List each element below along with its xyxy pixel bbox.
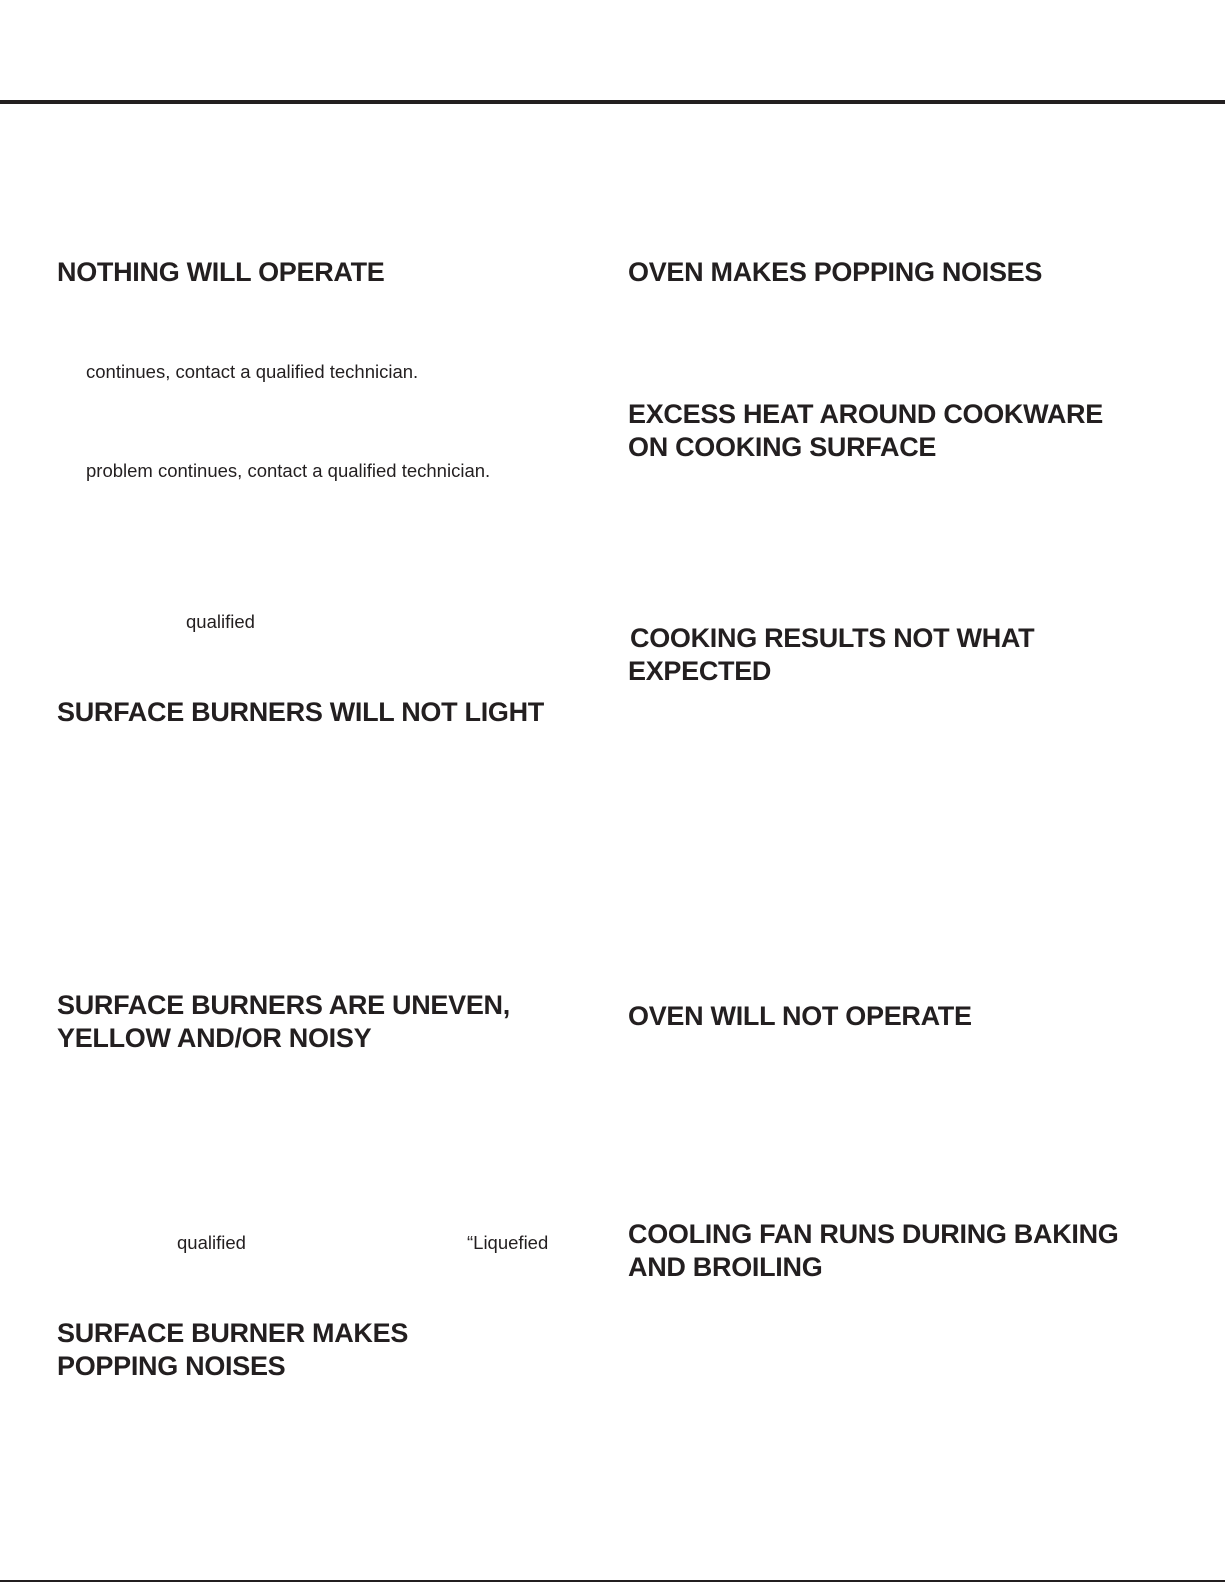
- heading-line: EXCESS HEAT AROUND COOKWARE: [628, 399, 1103, 429]
- bottom-rule: [0, 1580, 1225, 1582]
- heading-line: COOLING FAN RUNS DURING BAKING: [628, 1219, 1119, 1249]
- heading-oven-makes-popping-noises: OVEN MAKES POPPING NOISES: [628, 257, 1043, 287]
- text-fragment-contact-technician: continues, contact a qualified technician.: [86, 361, 419, 382]
- heading-line: AND BROILING: [628, 1252, 823, 1282]
- heading-line: YELLOW AND/OR NOISY: [57, 1023, 372, 1053]
- heading-line: COOKING RESULTS NOT WHAT: [630, 623, 1035, 653]
- text-fragment-liquefied: “Liquefied: [467, 1232, 549, 1253]
- heading-line: ON COOKING SURFACE: [628, 432, 937, 462]
- top-rule: [0, 100, 1225, 104]
- text-fragment-problem-continues: problem continues, contact a qualified technician.: [86, 460, 491, 481]
- heading-surface-burners-will-not-light: SURFACE BURNERS WILL NOT LIGHT: [57, 697, 544, 727]
- heading-line: EXPECTED: [628, 656, 772, 686]
- text-fragment-qualified: qualified: [177, 1232, 246, 1253]
- heading-line: POPPING NOISES: [57, 1351, 286, 1381]
- heading-line: SURFACE BURNERS ARE UNEVEN,: [57, 990, 510, 1020]
- heading-line: SURFACE BURNER MAKES: [57, 1318, 409, 1348]
- heading-oven-will-not-operate: OVEN WILL NOT OPERATE: [628, 1001, 972, 1031]
- text-fragment-qualified: qualified: [186, 611, 255, 632]
- heading-nothing-will-operate: NOTHING WILL OPERATE: [57, 257, 385, 287]
